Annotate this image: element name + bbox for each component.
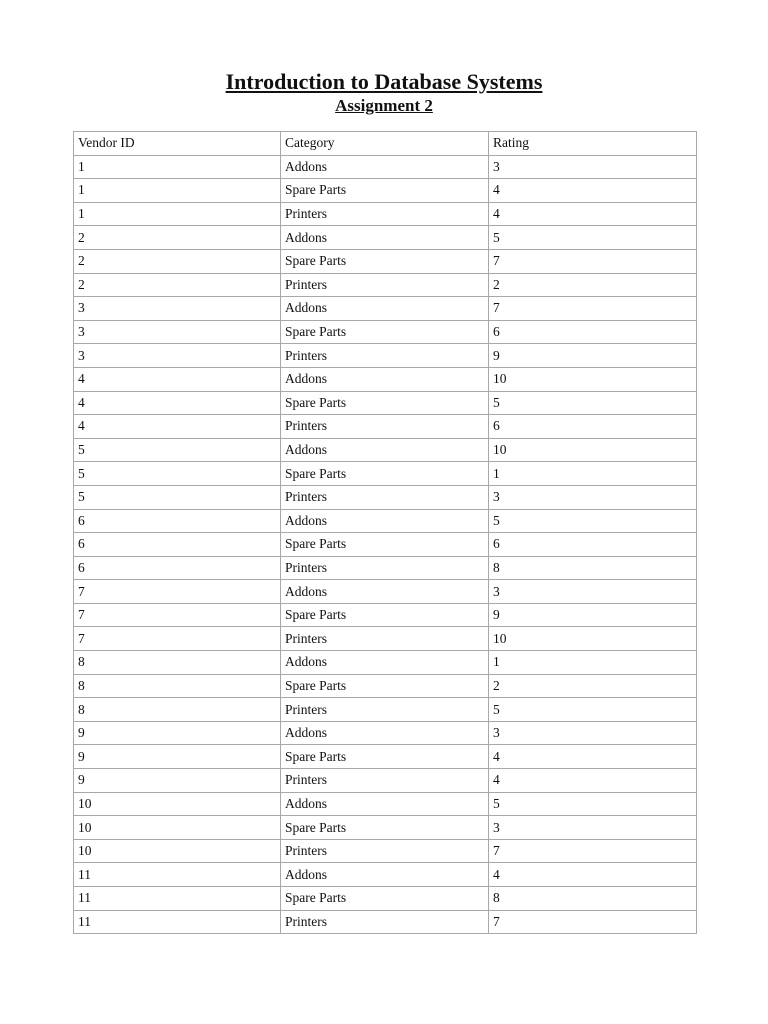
cell-vendor-id: 8 — [74, 674, 281, 698]
cell-vendor-id: 3 — [74, 344, 281, 368]
cell-vendor-id: 10 — [74, 839, 281, 863]
cell-vendor-id: 6 — [74, 509, 281, 533]
table-row — [74, 792, 697, 816]
document-subtitle: Assignment 2 — [335, 96, 433, 115]
cell-rating: 5 — [489, 391, 697, 415]
cell-vendor-id: 11 — [74, 910, 281, 934]
cell-rating: 5 — [489, 509, 697, 533]
cell-vendor-id: 7 — [74, 627, 281, 651]
cell-rating: 3 — [489, 580, 697, 604]
table-row — [74, 533, 697, 557]
table-row — [74, 391, 697, 415]
cell-vendor-id: 11 — [74, 887, 281, 911]
table-row — [74, 674, 697, 698]
cell-category: Addons — [281, 721, 489, 745]
header-rating: Rating — [489, 132, 697, 156]
table-row — [74, 155, 697, 179]
cell-rating: 7 — [489, 839, 697, 863]
cell-rating: 7 — [489, 249, 697, 273]
cell-category: Printers — [281, 202, 489, 226]
table-row — [74, 556, 697, 580]
cell-vendor-id: 1 — [74, 179, 281, 203]
cell-rating: 3 — [489, 721, 697, 745]
table-row — [74, 226, 697, 250]
cell-vendor-id: 9 — [74, 721, 281, 745]
table-row — [74, 415, 697, 439]
table-row — [74, 745, 697, 769]
cell-vendor-id: 5 — [74, 485, 281, 509]
table-row — [74, 249, 697, 273]
cell-rating: 5 — [489, 698, 697, 722]
cell-category: Addons — [281, 226, 489, 250]
vendor-rating-table — [73, 131, 697, 934]
cell-rating: 3 — [489, 485, 697, 509]
header-vendor-id: Vendor ID — [74, 132, 281, 156]
cell-category: Printers — [281, 273, 489, 297]
table-row — [74, 485, 697, 509]
table-row — [74, 179, 697, 203]
cell-vendor-id: 1 — [74, 202, 281, 226]
table-row — [74, 202, 697, 226]
cell-vendor-id: 8 — [74, 698, 281, 722]
cell-vendor-id: 4 — [74, 367, 281, 391]
cell-category: Printers — [281, 910, 489, 934]
cell-rating: 9 — [489, 344, 697, 368]
cell-category: Addons — [281, 509, 489, 533]
cell-category: Addons — [281, 155, 489, 179]
cell-category: Spare Parts — [281, 462, 489, 486]
cell-rating: 8 — [489, 887, 697, 911]
cell-vendor-id: 4 — [74, 391, 281, 415]
cell-vendor-id: 8 — [74, 651, 281, 675]
cell-category: Printers — [281, 769, 489, 793]
cell-category: Addons — [281, 792, 489, 816]
cell-vendor-id: 2 — [74, 273, 281, 297]
cell-vendor-id: 11 — [74, 863, 281, 887]
cell-vendor-id: 6 — [74, 533, 281, 557]
table-row — [74, 297, 697, 321]
table-row — [74, 367, 697, 391]
cell-category: Spare Parts — [281, 179, 489, 203]
table-row — [74, 438, 697, 462]
cell-vendor-id: 6 — [74, 556, 281, 580]
cell-category: Addons — [281, 297, 489, 321]
table-row — [74, 580, 697, 604]
table-row — [74, 721, 697, 745]
cell-category: Printers — [281, 344, 489, 368]
cell-vendor-id: 10 — [74, 792, 281, 816]
table-row — [74, 273, 697, 297]
cell-rating: 6 — [489, 533, 697, 557]
cell-category: Spare Parts — [281, 674, 489, 698]
cell-vendor-id: 5 — [74, 462, 281, 486]
cell-rating: 3 — [489, 816, 697, 840]
cell-rating: 4 — [489, 745, 697, 769]
cell-vendor-id: 3 — [74, 320, 281, 344]
document-title: Introduction to Database Systems — [225, 69, 543, 94]
cell-category: Addons — [281, 438, 489, 462]
cell-vendor-id: 9 — [74, 745, 281, 769]
table-row — [74, 627, 697, 651]
cell-category: Printers — [281, 627, 489, 651]
cell-category: Addons — [281, 580, 489, 604]
cell-vendor-id: 4 — [74, 415, 281, 439]
table-row — [74, 698, 697, 722]
cell-category: Printers — [281, 556, 489, 580]
cell-rating: 9 — [489, 603, 697, 627]
cell-rating: 7 — [489, 910, 697, 934]
cell-category: Spare Parts — [281, 249, 489, 273]
table-row — [74, 462, 697, 486]
cell-rating: 6 — [489, 320, 697, 344]
cell-category: Spare Parts — [281, 816, 489, 840]
cell-category: Spare Parts — [281, 320, 489, 344]
cell-vendor-id: 9 — [74, 769, 281, 793]
table-row — [74, 887, 697, 911]
cell-rating: 2 — [489, 674, 697, 698]
cell-rating: 10 — [489, 367, 697, 391]
cell-rating: 4 — [489, 863, 697, 887]
cell-rating: 7 — [489, 297, 697, 321]
table-row — [74, 816, 697, 840]
cell-category: Spare Parts — [281, 391, 489, 415]
cell-vendor-id: 3 — [74, 297, 281, 321]
cell-rating: 3 — [489, 155, 697, 179]
table-row — [74, 910, 697, 934]
cell-category: Printers — [281, 839, 489, 863]
cell-vendor-id: 1 — [74, 155, 281, 179]
cell-rating: 10 — [489, 627, 697, 651]
table-row — [74, 603, 697, 627]
table-row — [74, 769, 697, 793]
table-row — [74, 651, 697, 675]
table-header-row — [74, 132, 697, 156]
cell-rating: 1 — [489, 651, 697, 675]
cell-category: Printers — [281, 698, 489, 722]
cell-rating: 4 — [489, 179, 697, 203]
cell-vendor-id: 10 — [74, 816, 281, 840]
cell-category: Addons — [281, 863, 489, 887]
cell-vendor-id: 7 — [74, 603, 281, 627]
cell-category: Printers — [281, 485, 489, 509]
table-row — [74, 509, 697, 533]
cell-vendor-id: 2 — [74, 226, 281, 250]
cell-rating: 4 — [489, 202, 697, 226]
cell-category: Addons — [281, 651, 489, 675]
cell-rating: 5 — [489, 226, 697, 250]
cell-rating: 10 — [489, 438, 697, 462]
table-row — [74, 839, 697, 863]
cell-rating: 5 — [489, 792, 697, 816]
table-row — [74, 320, 697, 344]
cell-category: Spare Parts — [281, 603, 489, 627]
cell-vendor-id: 2 — [74, 249, 281, 273]
table-row — [74, 344, 697, 368]
cell-rating: 8 — [489, 556, 697, 580]
cell-rating: 1 — [489, 462, 697, 486]
cell-rating: 6 — [489, 415, 697, 439]
cell-category: Spare Parts — [281, 887, 489, 911]
cell-vendor-id: 5 — [74, 438, 281, 462]
cell-rating: 2 — [489, 273, 697, 297]
header-category: Category — [281, 132, 489, 156]
table-body — [74, 132, 697, 934]
cell-category: Addons — [281, 367, 489, 391]
cell-category: Printers — [281, 415, 489, 439]
table-row — [74, 863, 697, 887]
cell-category: Spare Parts — [281, 533, 489, 557]
cell-category: Spare Parts — [281, 745, 489, 769]
cell-rating: 4 — [489, 769, 697, 793]
cell-vendor-id: 7 — [74, 580, 281, 604]
